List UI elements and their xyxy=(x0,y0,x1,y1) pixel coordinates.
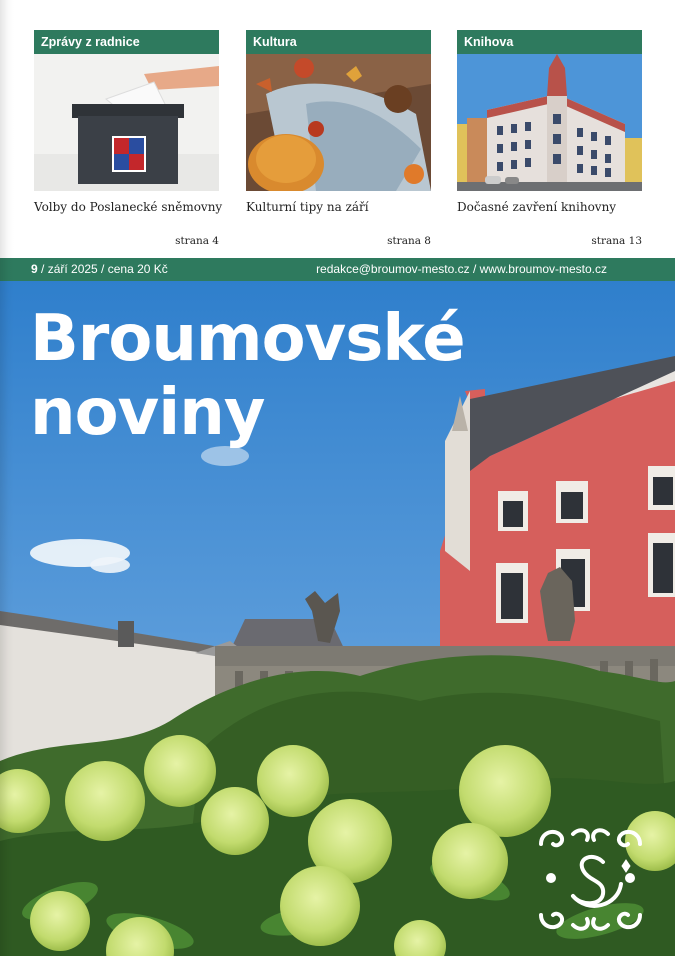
issue-info-bar xyxy=(0,258,675,281)
teaser-headline: Dočasné zavření knihovny xyxy=(457,200,617,214)
library-building-image xyxy=(457,54,642,191)
section-tag: Zprávy z radnice xyxy=(34,30,219,54)
teaser-knihova[interactable] xyxy=(457,30,642,250)
issue-details xyxy=(31,258,168,281)
ballot-box-image xyxy=(34,54,219,191)
broumov-swan-logo-icon xyxy=(533,822,648,937)
teaser-zpravy-z-radnice[interactable] xyxy=(34,30,223,250)
teaser-headline: Kulturní tipy na září xyxy=(246,200,369,214)
masthead-line-1: Broumovské xyxy=(30,302,465,376)
masthead-line-2: noviny xyxy=(30,376,265,450)
page-reference: strana 13 xyxy=(591,235,642,247)
teaser-kultura[interactable] xyxy=(246,30,431,250)
issue-number: 9 xyxy=(31,262,38,276)
issue-date-price: / září 2025 / cena 20 Kč xyxy=(37,262,168,276)
teaser-headline: Volby do Poslanecké sněmovny xyxy=(34,200,223,214)
section-tag: Kultura xyxy=(246,30,431,54)
contact-links[interactable]: redakce@broumov-mesto.cz / www.broumov-mesto.cz xyxy=(316,262,607,276)
section-tag: Knihova xyxy=(457,30,642,54)
masthead-title xyxy=(30,302,465,450)
page-reference: strana 8 xyxy=(387,235,431,247)
page-reference: strana 4 xyxy=(175,235,219,247)
autumn-still-life-image xyxy=(246,54,431,191)
